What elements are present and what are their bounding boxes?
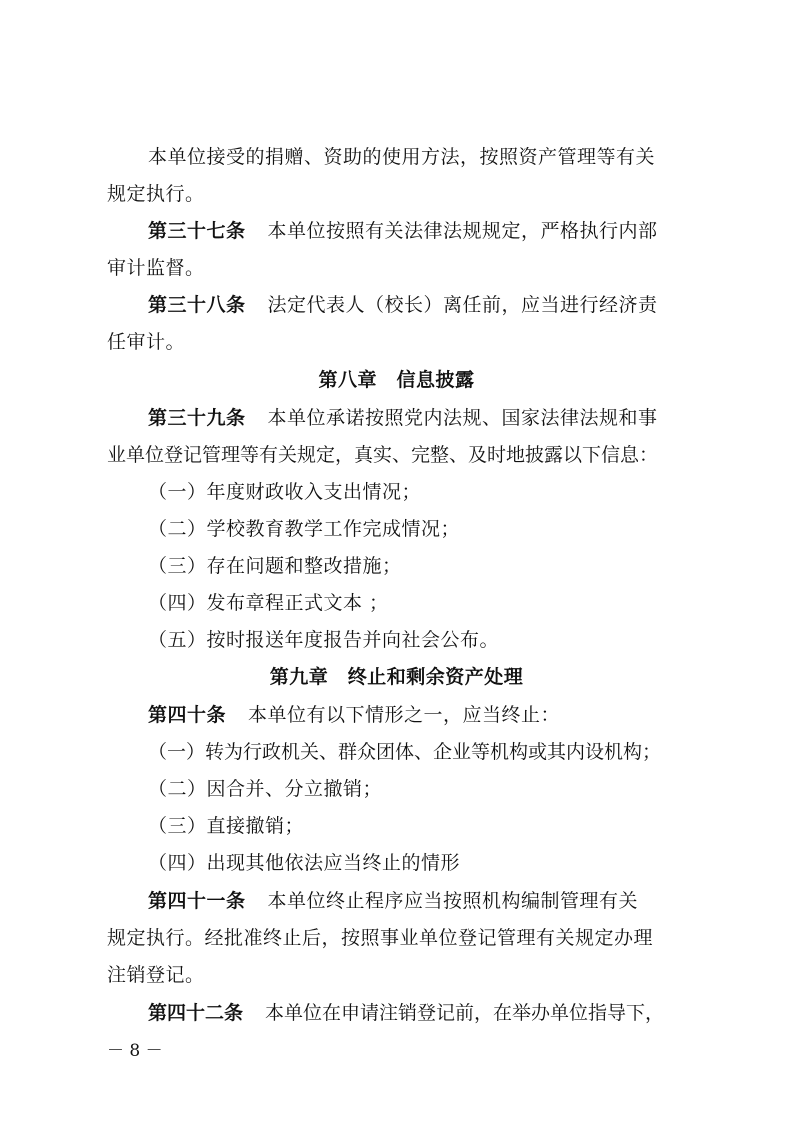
paragraph-line: 审计监督。 (107, 257, 205, 279)
chapter-heading: 第八章 信息披露 (318, 369, 475, 391)
article-label: 第三十八条 (148, 294, 246, 316)
article-text: 本单位按照有关法律法规规定，严格执行内部 (267, 220, 658, 242)
page-number: － 8 － (107, 1041, 163, 1061)
list-item: （二）学校教育教学工作完成情况； (148, 518, 461, 540)
list-item: （三）存在问题和整改措施； (148, 555, 402, 577)
chapter-heading: 第九章 终止和剩余资产处理 (269, 666, 524, 688)
article-label: 第四十二条 (148, 1002, 244, 1024)
paragraph-line: 注销登记。 (107, 964, 205, 986)
article-text: 本单位在申请注销登记前，在举办单位指导下， (265, 1002, 665, 1024)
list-item: （五）按时报送年度报告并向社会公布。 (148, 629, 500, 651)
article-40 (148, 701, 560, 729)
article-38 (148, 291, 658, 319)
article-label: 第三十七条 (148, 220, 246, 242)
paragraph-line: 规定执行。 (107, 183, 205, 205)
article-label: 第三十九条 (148, 407, 246, 429)
list-item: （三）直接撤销； (148, 815, 305, 837)
article-text: 本单位有以下情形之一，应当终止： (248, 704, 561, 726)
article-label: 第四十一条 (148, 890, 246, 912)
list-item: （一）转为行政机关、群众团体、企业等机构或其内设机构； (148, 741, 662, 763)
paragraph-line: 规定执行。经批准终止后，按照事业单位登记管理有关规定办理 (107, 927, 654, 949)
article-text: 本单位终止程序应当按照机构编制管理有关 (267, 890, 639, 912)
list-item: （四）出现其他依法应当终止的情形 (148, 852, 461, 874)
list-item: （一）年度财政收入支出情况； (148, 481, 422, 503)
article-37 (148, 217, 658, 245)
article-text: 本单位承诺按照党内法规、国家法律法规和事 (267, 407, 658, 429)
article-39 (148, 404, 658, 432)
paragraph-line: 任审计。 (107, 331, 186, 353)
article-41 (148, 887, 638, 915)
paragraph-line: 业单位登记管理等有关规定，真实、完整、及时地披露以下信息： (107, 444, 659, 466)
article-label: 第四十条 (148, 704, 227, 726)
list-item: （四）发布章程正式文本 ； (148, 592, 389, 614)
article-42 (148, 999, 664, 1027)
list-item: （二）因合并、分立撤销； (148, 778, 383, 800)
article-text: 法定代表人（校长）离任前，应当进行经济责 (267, 294, 658, 316)
paragraph-line: 本单位接受的捐赠、资助的使用方法，按照资产管理等有关 (148, 146, 656, 168)
